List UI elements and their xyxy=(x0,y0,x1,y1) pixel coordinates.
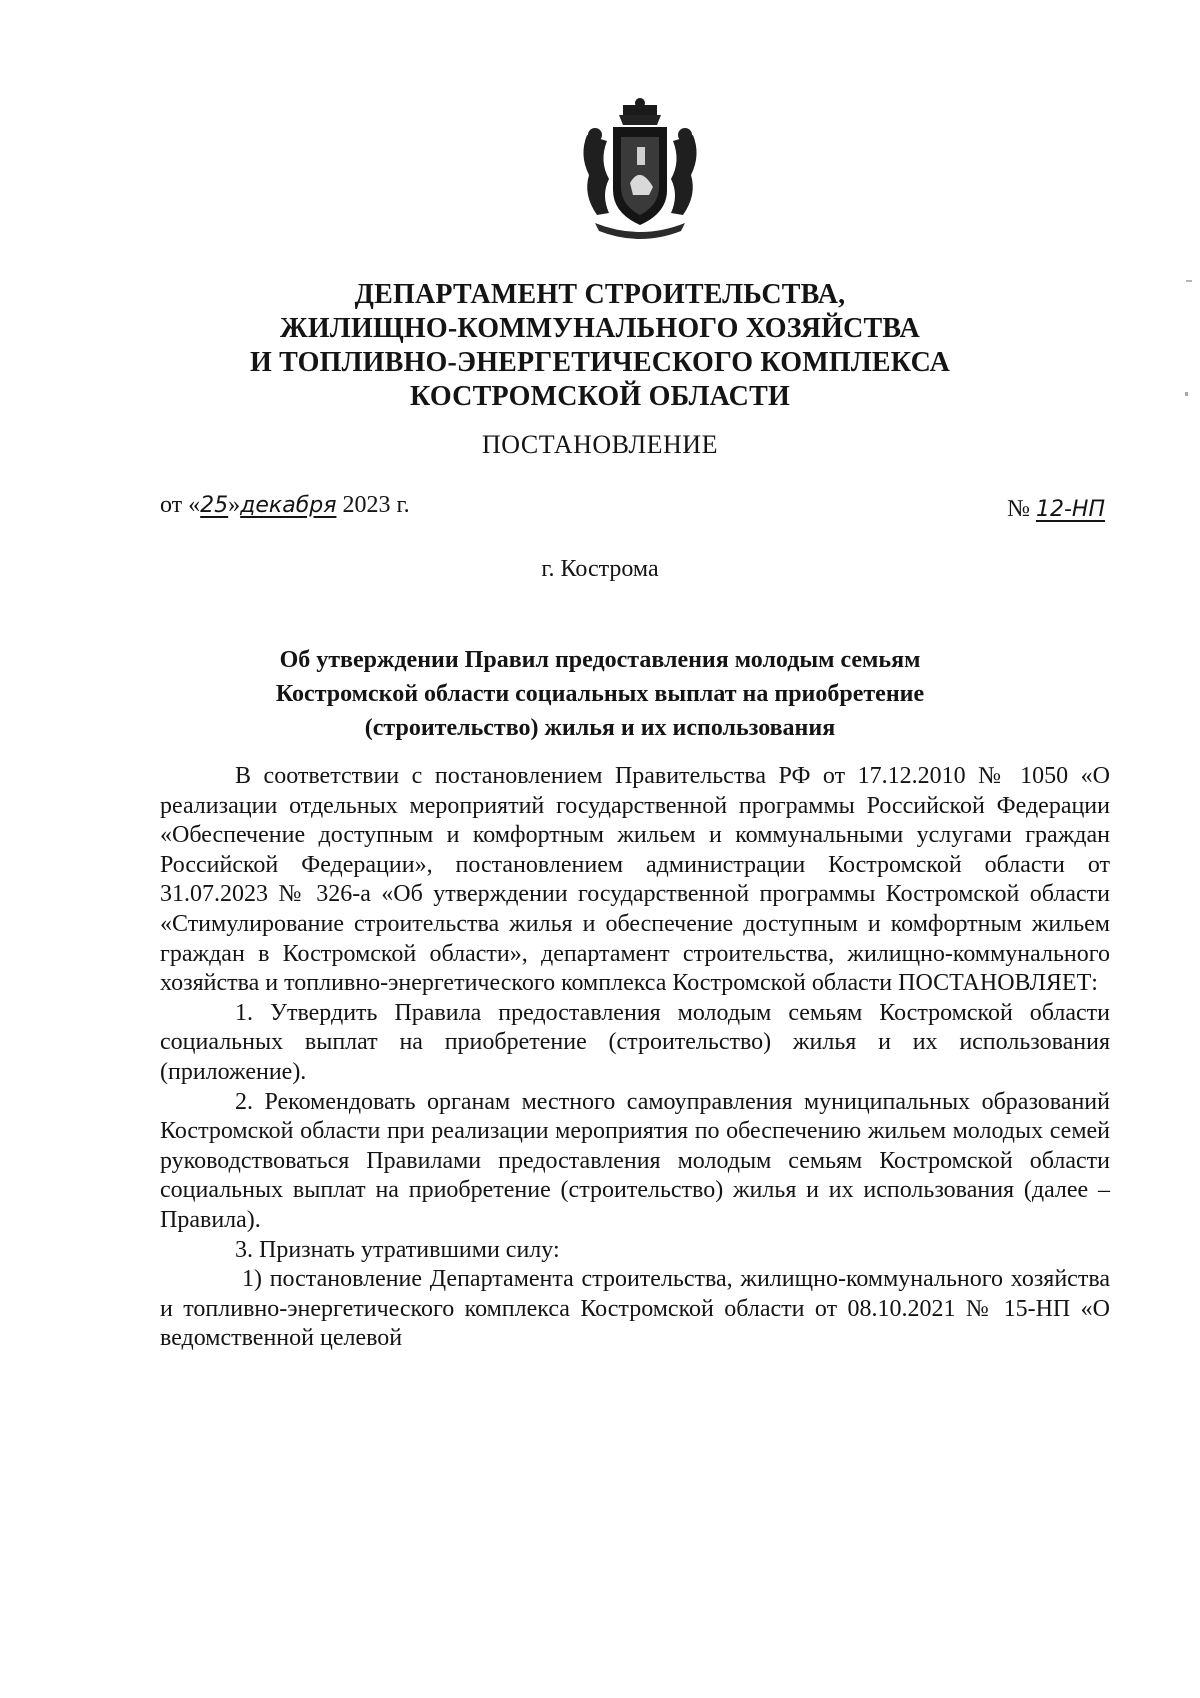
number-prefix: № xyxy=(1007,496,1036,522)
city-name: г. Кострома xyxy=(541,556,659,582)
coat-of-arms-emblem xyxy=(575,95,705,245)
header-line: ДЕПАРТАМЕНТ СТРОИТЕЛЬСТВА, xyxy=(354,279,846,310)
date-month-handwritten: декабря xyxy=(240,493,337,518)
date-year: 2023 г. xyxy=(336,492,410,518)
department-name-header xyxy=(160,278,1040,414)
date-prefix: от « xyxy=(160,492,201,518)
body-paragraph-subitem-1: 1) постановление Департамента строительства, жилищно-коммунального хозяйства и топливно-энергетического комплекса Костромской области от 08.10.2021 № 15-НП «О ведомственной целевой xyxy=(160,1266,1110,1352)
body-paragraph-item-1: 1. Утвердить Правила предоставления молодым семьям Костромской области социальных выплат на приобретение (строительство) жилья и их использования (приложение). xyxy=(160,999,1110,1085)
document-body xyxy=(160,762,1110,1354)
title-line: Костромской области социальных выплат на приобретение xyxy=(275,681,925,707)
body-paragraph-preamble: В соответствии с постановлением Правительства РФ от 17.12.2010 № 1050 «О реализации отдельных мероприятий государственной программы Российской Федерации «Обеспечение доступным и комфортным жильем и коммунальными услугами граждан Российской Федерации», постановлением администрации Костромской области от 31.07.2023 № 326-а «Об утверждении государственной программы Костромской области «Стимулирование строительства жилья и обеспечение доступным и комфортным жильем граждан в Костромской области», департамент строительства, жилищно-коммунального хозяйства и топливно-энергетического комплекса Костромской области ПОСТАНОВЛЯЕТ: xyxy=(160,763,1110,997)
scan-speck xyxy=(1185,392,1188,396)
number-value-handwritten: 12-НП xyxy=(1035,497,1105,522)
document-date xyxy=(160,492,410,519)
document-number xyxy=(1007,496,1105,523)
date-middle: » xyxy=(228,492,241,518)
document-type: ПОСТАНОВЛЕНИЕ xyxy=(482,430,718,459)
title-line: (строительство) жилья и их использования xyxy=(364,715,836,741)
header-line: ЖИЛИЩНО-КОММУНАЛЬНОГО ХОЗЯЙСТВА xyxy=(280,313,920,344)
title-line: Об утверждении Правил предоставления молодым семьям xyxy=(279,647,921,673)
document-title xyxy=(160,643,1040,745)
header-line: КОСТРОМСКОЙ ОБЛАСТИ xyxy=(410,381,790,412)
date-day-handwritten: 25 xyxy=(200,493,229,518)
scan-speck xyxy=(1186,280,1192,282)
header-line: И ТОПЛИВНО-ЭНЕРГЕТИЧЕСКОГО КОМПЛЕКСА xyxy=(249,347,951,378)
body-paragraph-item-2: 2. Рекомендовать органам местного самоуправления муниципальных образований Костромской области при реализации мероприятия по обеспечению жильем молодых семей руководствоваться Правилами предоставления молодым семьям Костромской области социальных выплат на приобретение (строительство) жилья и их использования (далее – Правила). xyxy=(160,1088,1110,1233)
body-paragraph-item-3: 3. Признать утратившими силу: xyxy=(235,1236,560,1263)
